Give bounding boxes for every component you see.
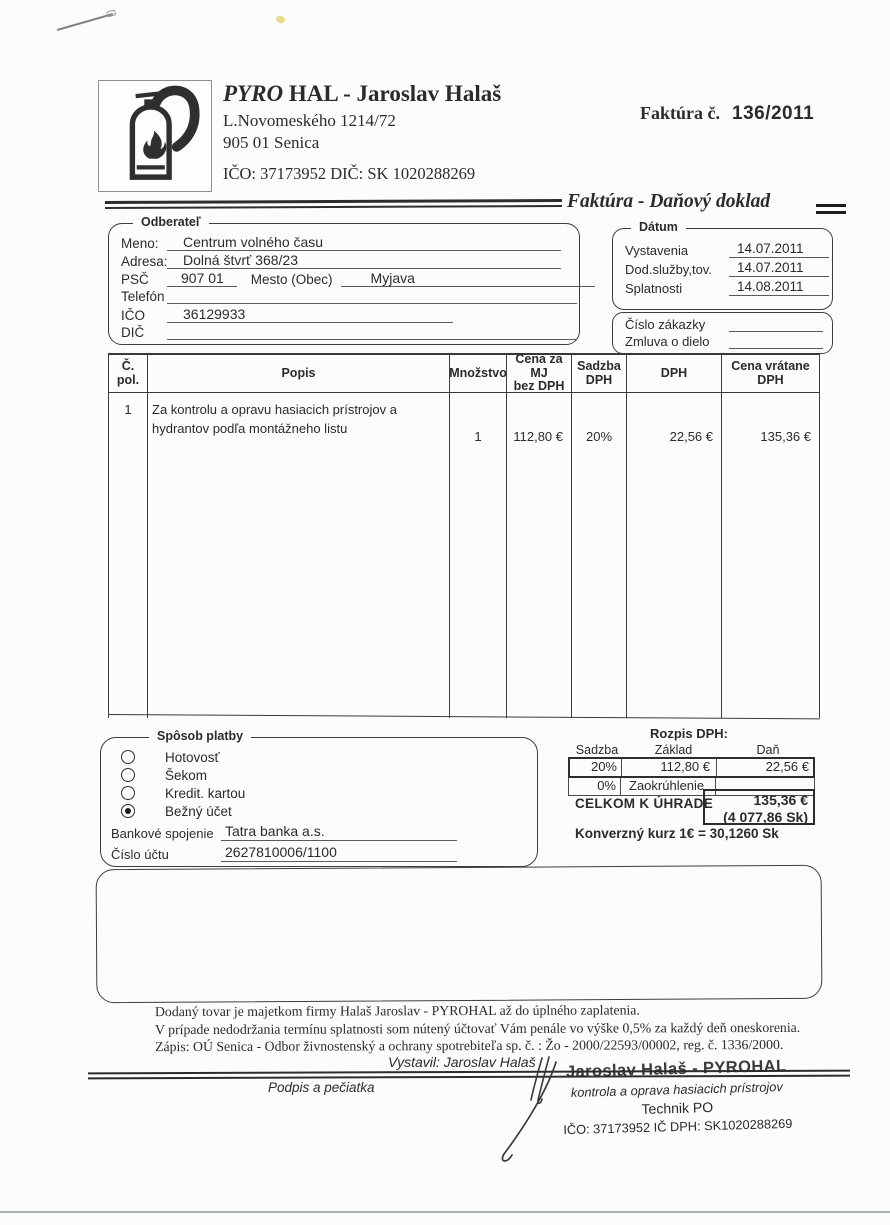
customer-dic-row — [121, 324, 577, 341]
vat-rate-0: 0% — [569, 778, 621, 795]
total-due-box — [703, 789, 815, 825]
contract-value — [729, 334, 823, 349]
customer-city-value: Myjava — [341, 270, 595, 287]
vat-col-rate: Sadzba — [575, 743, 619, 757]
contract-row — [625, 334, 823, 349]
header-vat-amount: DPH — [627, 355, 722, 392]
account-value: 2627810006/1100 — [221, 844, 457, 862]
invoice-number-label: Faktúra č. — [640, 103, 720, 123]
customer-phone-value — [167, 288, 577, 304]
company-address-line2: 905 01 Senica — [223, 133, 320, 152]
customer-box-title: Odberateľ — [133, 215, 209, 229]
company-name-rest: HAL - Jaroslav Halaš — [288, 81, 502, 106]
item-unit-price-cell: 112,80 € — [507, 393, 572, 718]
header-total-incl-vat: Cena vrátane DPH — [722, 355, 820, 392]
customer-box — [108, 215, 580, 345]
item-no-cell: 1 — [108, 393, 148, 718]
footer-line-2: V prípade nedodržania termínu splatnosti som nútený účtovať Vám penále vo výške 0,5% za každý deň oneskorenia. — [154, 1019, 801, 1037]
radio-bank-account-icon — [121, 804, 135, 818]
order-number-value — [729, 317, 823, 332]
payment-method-box — [100, 729, 538, 867]
customer-address-label: Adresa: — [121, 254, 168, 269]
stamp-line-1: Jaroslav Halaš - PYROHAL — [565, 1056, 787, 1082]
company-name-prefix: PYRO — [223, 81, 284, 106]
vat-base-20: 112,80 € — [622, 759, 717, 776]
customer-name-row — [121, 234, 561, 251]
footer-line-3: Zápis: OÚ Senica - Odbor živnostenský a ochrany spotrebiteľa sp. č. : Žo - 2000/22593/00002, reg. č. 1336/2000. — [155, 1036, 784, 1055]
customer-city-label: Mesto (Obec) — [250, 272, 333, 287]
payment-option-bank-account — [121, 804, 232, 821]
scan-bottom-edge — [0, 1211, 890, 1213]
footer-line-1: Dodaný tovar je majetkom firmy Halaš Jaroslav - PYROHAL až do úplného zaplatenia. — [154, 1002, 640, 1020]
item-vat-amount-cell: 22,56 € — [627, 393, 722, 718]
payment-option-credit-card — [121, 786, 245, 803]
vat-rounding: Zaokrúhlenie — [621, 778, 716, 795]
bank-value: Tatra banka a.s. — [221, 823, 457, 841]
payment-box-title: Spôsob platby — [149, 729, 251, 743]
date-issued-value: 14.07.2011 — [729, 241, 829, 258]
vat-summary-column-headers — [568, 743, 815, 757]
customer-name-label: Meno: — [121, 236, 159, 251]
payment-option-cash-label: Hotovosť — [165, 750, 220, 765]
payment-option-cheque — [121, 768, 207, 785]
footer-legal-text — [155, 1001, 815, 1056]
bank-label: Bankové spojenie — [111, 826, 214, 841]
date-issued-label: Vystavenia — [625, 243, 689, 258]
date-delivery-value: 14.07.2011 — [729, 260, 829, 277]
item-total-cell: 135,36 € — [722, 393, 820, 718]
issued-by-line: Vystavil: Jaroslav Halaš — [388, 1054, 536, 1070]
invoice-number-line — [640, 103, 814, 125]
header-divider-rule — [105, 199, 562, 209]
radio-cash-icon — [121, 750, 135, 764]
company-header — [223, 80, 501, 153]
signature-label: Podpis a pečiatka — [268, 1080, 375, 1095]
vat-col-base: Základ — [654, 743, 693, 757]
customer-address-row — [121, 252, 561, 269]
invoice-number-value: 136/2011 — [732, 103, 815, 124]
company-registration: IČO: 37173952 DIČ: SK 1020288269 — [223, 164, 476, 183]
customer-ico-label: IČO — [121, 308, 146, 323]
items-table-header — [108, 353, 820, 393]
vat-summary-title: Rozpis DPH: — [650, 726, 728, 741]
customer-address-value: Dolná štvrť 368/23 — [167, 252, 561, 269]
header-vat-rate: Sadzba DPH — [572, 355, 627, 392]
item-description-cell — [148, 393, 450, 718]
company-name — [223, 80, 501, 109]
items-table-row — [108, 393, 820, 718]
items-table — [108, 353, 820, 718]
double-dash-mark — [816, 204, 846, 217]
payment-option-cheque-label: Šekom — [165, 768, 208, 783]
customer-dic-label: DIČ — [121, 325, 145, 340]
vat-row-20 — [568, 757, 815, 778]
contract-label: Zmluva o dielo — [625, 334, 710, 349]
header-quantity: Množstvo — [450, 355, 507, 392]
notes-box — [96, 865, 823, 1003]
pen-scratch-artifact — [57, 13, 113, 31]
header-item-no: Č. pol. — [108, 355, 148, 392]
order-box — [612, 312, 833, 354]
header-unit-price: Cena za MJ bez DPH — [507, 355, 572, 392]
payment-option-bank-account-label: Bežný účet — [165, 804, 232, 819]
date-delivery-label: Dod.služby,tov. — [625, 262, 712, 277]
customer-phone-row — [121, 288, 577, 305]
customer-zip-city-row — [121, 270, 595, 287]
document-type-title: Faktúra - Daňový doklad — [567, 191, 771, 212]
total-eur: 135,36 € — [753, 792, 808, 808]
account-row — [111, 844, 457, 862]
customer-zip-value: 907 01 — [167, 270, 237, 287]
customer-name-value: Centrum volného času — [167, 234, 561, 251]
total-due-label: CELKOM K ÚHRADE — [575, 796, 713, 811]
date-due-row — [625, 279, 829, 296]
account-label: Číslo účtu — [111, 847, 169, 862]
handwritten-signature — [478, 1056, 598, 1171]
stamp-line-2: kontrola a oprava hasiacich prístrojov — [570, 1079, 783, 1100]
item-vat-rate-cell: 20% — [572, 393, 627, 718]
total-skk: (4 077,86 Sk) — [723, 809, 808, 825]
date-delivery-row — [625, 260, 829, 277]
item-description-line1: Za kontrolu a opravu hasiacich prístrojov a — [152, 402, 397, 417]
header-description: Popis — [148, 355, 450, 392]
customer-zip-label: PSČ — [121, 272, 149, 287]
stamp-line-3: Technik PO — [641, 1098, 714, 1117]
paper-speck-artifact — [275, 15, 286, 25]
vat-rate-20: 20% — [570, 759, 622, 776]
conversion-rate-note: Konverzný kurz 1€ = 30,1260 Sk — [575, 826, 779, 841]
payment-option-cash — [121, 750, 220, 767]
item-description-line2: hydrantov podľa montážneho listu — [152, 421, 348, 436]
date-due-label: Splatnosti — [625, 281, 683, 296]
stamp-line-4: IČO: 37173952 IČ DPH: SK1020288269 — [563, 1115, 793, 1138]
dates-box — [612, 220, 833, 310]
customer-dic-value — [167, 324, 577, 340]
item-qty-cell: 1 — [450, 393, 507, 718]
company-address-line1: L.Novomeského 1214/72 — [223, 110, 396, 130]
radio-cheque-icon — [121, 768, 135, 782]
date-issued-row — [625, 241, 829, 258]
customer-phone-label: Telefón — [121, 289, 165, 304]
payment-option-credit-card-label: Kredit. kartou — [165, 786, 246, 801]
dates-box-title: Dátum — [631, 220, 686, 234]
vat-tax-20: 22,56 € — [765, 759, 809, 774]
vat-col-tax: Daň — [756, 743, 780, 757]
fire-extinguisher-icon — [99, 81, 209, 189]
order-number-row — [625, 317, 823, 332]
date-due-value: 14.08.2011 — [729, 279, 829, 296]
order-number-label: Číslo zákazky — [625, 317, 706, 332]
bank-row — [111, 823, 457, 841]
customer-ico-row — [121, 306, 453, 323]
customer-ico-value: 36129933 — [167, 306, 453, 323]
radio-credit-card-icon — [121, 786, 135, 800]
company-logo-box — [98, 80, 212, 192]
